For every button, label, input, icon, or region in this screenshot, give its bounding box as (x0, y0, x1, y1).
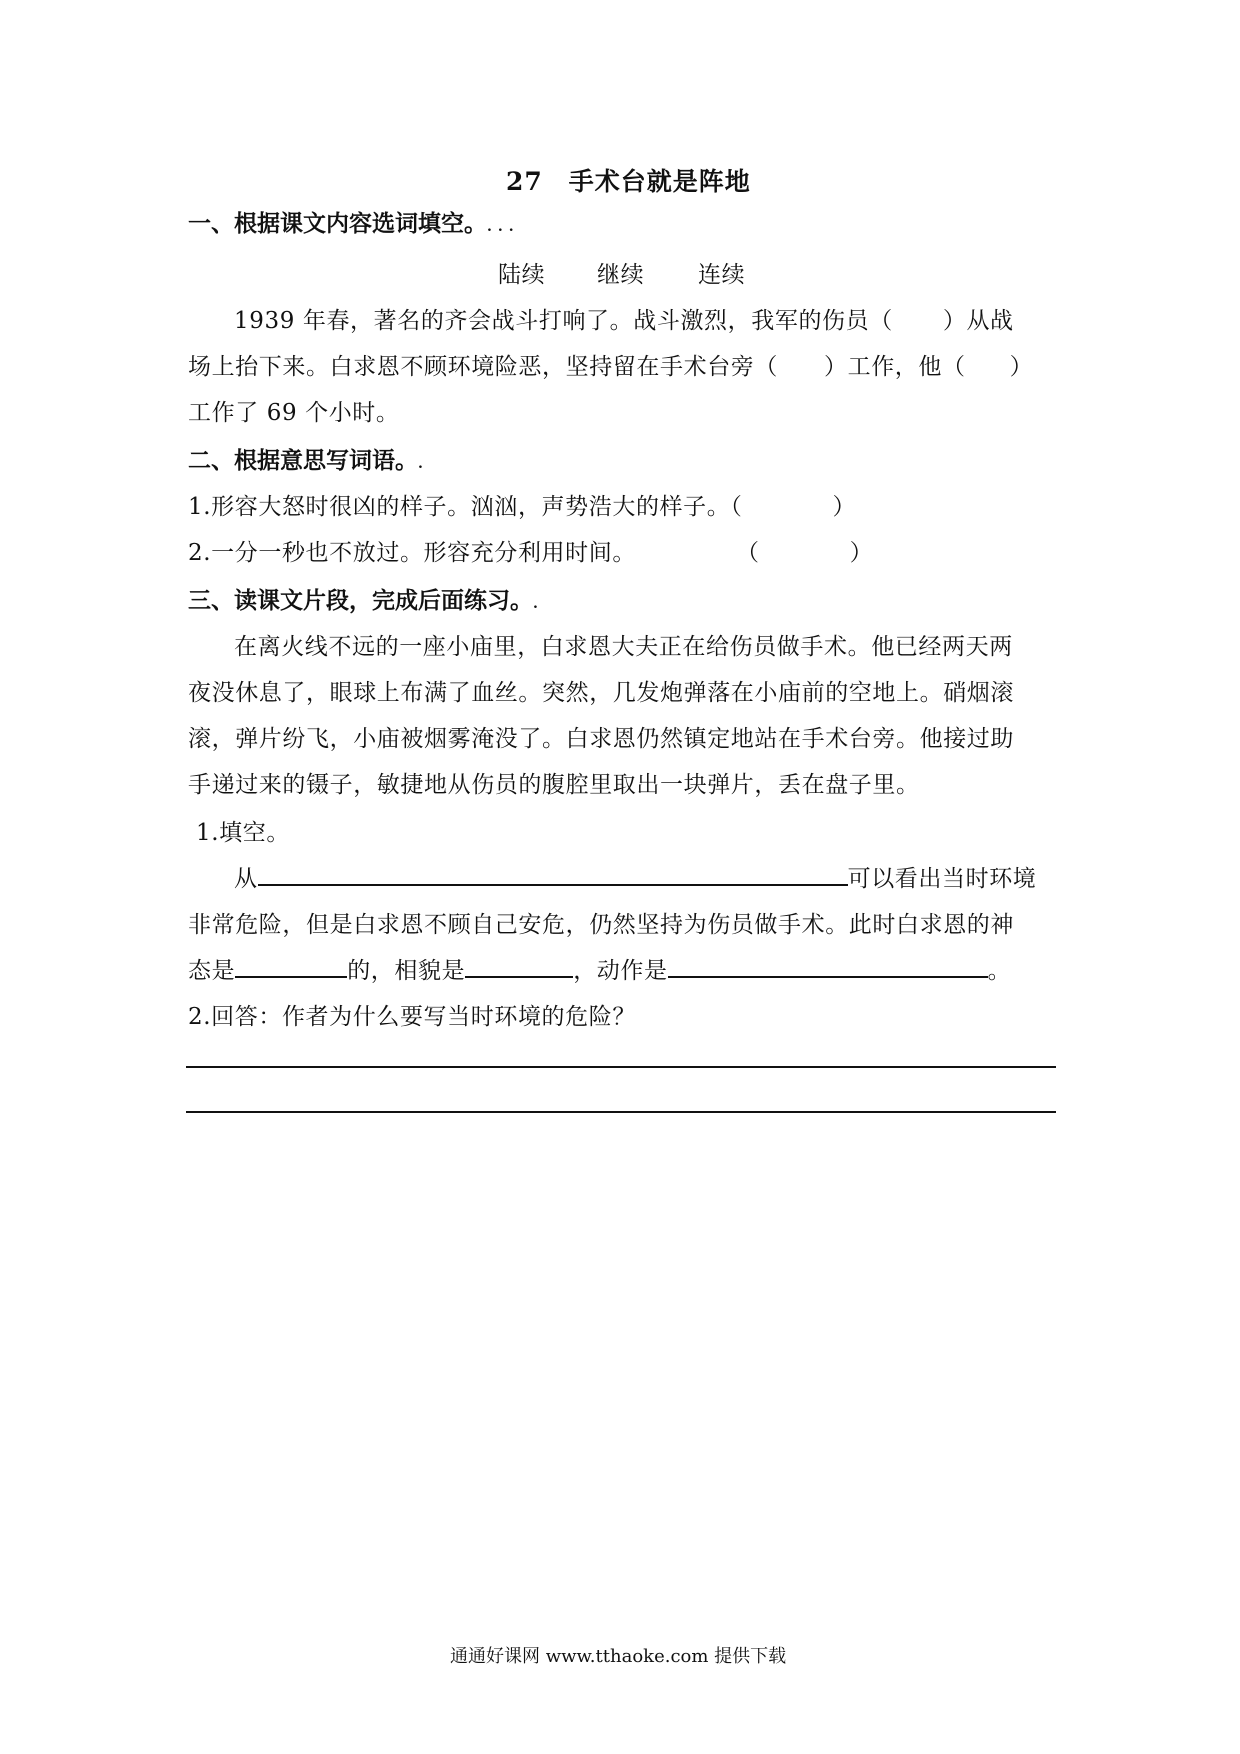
question1-line1 (234, 860, 1036, 893)
question1-line3 (188, 952, 1011, 985)
question2-label: 2.回答：作者为什么要写当时环境的危险？ (188, 1004, 636, 1030)
emphasis-dots: . (418, 456, 429, 472)
passage-line: 滚，弹片纷飞，小庙被烟雾淹没了。白求恩仍然镇定地站在手术台旁。他接过助 (188, 726, 1014, 752)
question1-line1-end: 可以看出当时环境 (847, 866, 1037, 892)
fill-line[interactable] (465, 975, 573, 978)
section1-line3: 工作了 69 个小时。 (188, 400, 400, 426)
passage-line: 手递过来的镊子，敏捷地从伤员的腹腔里取出一块弹片，丢在盘子里。 (188, 772, 920, 798)
section1-line1 (234, 302, 1014, 335)
emphasis-dots: . (533, 596, 544, 612)
section3-heading-text: 三、读课文片段，完成后面练习。 (188, 587, 533, 614)
section2-q2-open: （ (735, 540, 760, 566)
question1-line2: 非常危险，但是白求恩不顾自己安危，仍然坚持为伤员做手术。此时白求恩的神 (188, 912, 1014, 938)
question1-label: 1.填空。 (196, 820, 290, 846)
section1-heading-text: 一、根据课文内容选词填空。 (188, 210, 487, 237)
answer-line[interactable] (186, 1066, 1056, 1068)
page-title: 27 手术台就是阵地 (506, 167, 751, 196)
emphasis-dots: ... (487, 219, 520, 235)
section1-line2-end: ） (1009, 354, 1034, 380)
passage-line: 在离火线不远的一座小庙里，白求恩大夫正在给伤员做手术。他已经两天两 (234, 634, 1013, 660)
fill-line[interactable] (258, 883, 848, 886)
section2-heading (188, 442, 429, 475)
word-choice-3: 连续 (698, 262, 746, 288)
footer-text: 通通好课网 www.tthaoke.com 提供下载 (450, 1646, 787, 1667)
answer-line[interactable] (186, 1111, 1056, 1113)
fill-line[interactable] (668, 975, 988, 978)
question1-line1-start: 从 (234, 866, 258, 892)
section2-q2-text: 2.一分一秒也不放过。形容充分利用时间。 (188, 540, 636, 566)
passage-line: 夜没休息了，眼球上布满了血丝。突然，几发炮弹落在小庙前的空地上。硝烟滚 (188, 680, 1014, 706)
word-choice-2: 继续 (597, 262, 645, 288)
section2-q1-end: ） (832, 494, 857, 520)
section1-line2-text: 场上抬下来。白求恩不顾环境险恶，坚持留在手术台旁（ (188, 354, 778, 380)
section1-line2-mid: ）工作，他（ (824, 354, 966, 380)
section1-line2 (188, 348, 1033, 381)
section1-heading (188, 205, 520, 238)
question1-line3-c: ，动作是 (573, 958, 668, 984)
question1-line3-d: 。 (987, 958, 1012, 984)
section2-q1-text: 1.形容大怒时很凶的样子。汹汹，声势浩大的样子。（ (188, 494, 743, 520)
section3-heading (188, 582, 544, 615)
question1-line3-a: 态是 (188, 958, 236, 984)
section2-q1 (188, 488, 856, 521)
section2-q2 (188, 534, 873, 567)
word-choice-1: 陆续 (498, 262, 546, 288)
section1-line1-text: 1939 年春，著名的齐会战斗打响了。战斗激烈，我军的伤员（ (234, 308, 893, 334)
section1-line1-end: ）从战 (942, 308, 1014, 334)
question1-line3-b: 的，相貌是 (347, 958, 466, 984)
fill-line[interactable] (235, 975, 347, 978)
section2-q2-end: ） (849, 540, 874, 566)
section2-heading-text: 二、根据意思写词语。 (188, 447, 418, 474)
